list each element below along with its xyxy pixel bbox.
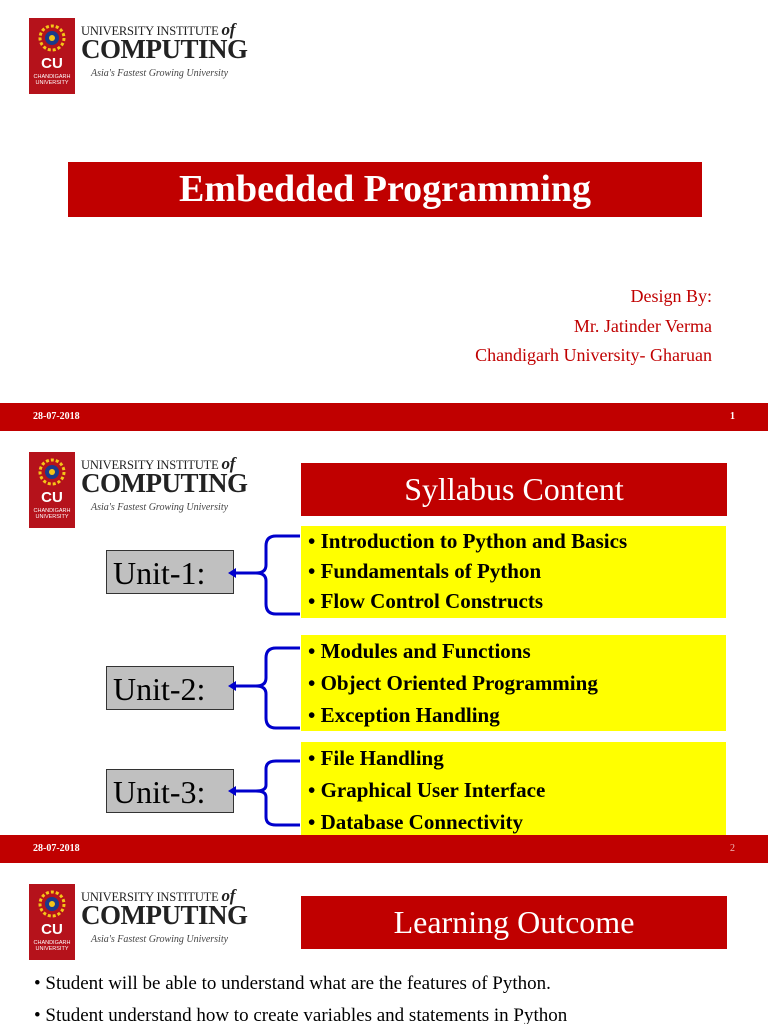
university-logo xyxy=(29,452,249,530)
logo-tagline: Asia's Fastest Growing University xyxy=(91,934,229,945)
brace-icon xyxy=(228,532,304,618)
logo-computing-text: COMPUTING xyxy=(81,900,248,930)
footer-date: 28-07-2018 xyxy=(33,411,80,422)
slide-footer xyxy=(0,835,768,863)
logo-tagline: Asia's Fastest Growing University xyxy=(91,68,229,79)
outcome-list xyxy=(34,968,567,1024)
seal-name-line-2: UNIVERSITY xyxy=(35,80,69,86)
cu-seal xyxy=(29,452,75,528)
logo-computing-text: COMPUTING xyxy=(81,468,248,498)
logo-of-text: of xyxy=(221,20,236,39)
seal-name-line-1: CHANDIGARH xyxy=(33,940,71,946)
university-logo xyxy=(29,884,249,962)
footer-date: 28-07-2018 xyxy=(33,843,80,854)
topic-item: • Exception Handling xyxy=(308,703,500,727)
seal-gear-icon xyxy=(36,22,68,54)
brace-icon xyxy=(228,757,304,831)
outcome-item: • Student understand how to create variables and statements in Python xyxy=(34,1005,568,1024)
seal-initials: CU xyxy=(41,489,63,506)
topic-list xyxy=(301,742,726,842)
seal-initials: CU xyxy=(41,921,63,938)
topic-item: • Fundamentals of Python xyxy=(308,559,542,583)
seal-university-name xyxy=(29,508,75,520)
page-number: 2 xyxy=(730,843,735,854)
credits-line: Mr. Jatinder Verma xyxy=(573,315,712,336)
credits-line: Chandigarh University- Gharuan xyxy=(475,345,712,365)
seal-university-name xyxy=(29,940,75,952)
topic-item: • Modules and Functions xyxy=(308,639,531,663)
seal-university-name xyxy=(29,74,75,86)
slide-1 xyxy=(0,0,768,432)
syllabus-heading: Syllabus Content xyxy=(301,463,727,516)
topic-item: • File Handling xyxy=(308,746,444,770)
logo-tagline: Asia's Fastest Growing University xyxy=(91,502,229,513)
cu-seal xyxy=(29,18,75,94)
logo-institute-text: UNIVERSITY INSTITUTE xyxy=(81,890,219,904)
topic-item: • Graphical User Interface xyxy=(308,778,546,802)
learning-outcome-heading: Learning Outcome xyxy=(301,896,727,949)
page-number: 1 xyxy=(730,411,735,422)
unit-label: Unit-3: xyxy=(106,769,234,813)
university-logo xyxy=(29,18,249,96)
seal-name-line-2: UNIVERSITY xyxy=(35,946,69,952)
topic-list xyxy=(301,526,726,618)
topic-list xyxy=(301,635,726,731)
seal-name-line-1: CHANDIGARH xyxy=(33,74,71,80)
seal-name-line-1: CHANDIGARH xyxy=(33,508,71,514)
seal-initials: CU xyxy=(41,55,63,72)
logo-institute-text: UNIVERSITY INSTITUTE xyxy=(81,458,219,472)
topic-item: • Flow Control Constructs xyxy=(308,589,544,613)
course-title: Embedded Programming xyxy=(68,162,702,217)
logo-institute-text: UNIVERSITY INSTITUTE xyxy=(81,24,219,38)
slide-3 xyxy=(0,864,768,1024)
brace-icon xyxy=(228,644,304,732)
topic-item: • Object Oriented Programming xyxy=(308,671,598,695)
cu-seal xyxy=(29,884,75,960)
credits-line: Design By: xyxy=(630,286,712,306)
logo-of-text: of xyxy=(221,886,236,905)
slide-footer xyxy=(0,403,768,431)
credits-block xyxy=(475,282,712,371)
logo-computing-text: COMPUTING xyxy=(81,34,248,64)
unit-label: Unit-1: xyxy=(106,550,234,594)
topic-item: • Database Connectivity xyxy=(308,810,524,834)
seal-gear-icon xyxy=(36,888,68,920)
topic-item: • Introduction to Python and Basics xyxy=(308,529,628,553)
slide-2 xyxy=(0,432,768,864)
logo-of-text: of xyxy=(221,454,236,473)
unit-label: Unit-2: xyxy=(106,666,234,710)
outcome-item: • Student will be able to understand what are the features of Python. xyxy=(34,973,551,994)
seal-name-line-2: UNIVERSITY xyxy=(35,514,69,520)
seal-gear-icon xyxy=(36,456,68,488)
